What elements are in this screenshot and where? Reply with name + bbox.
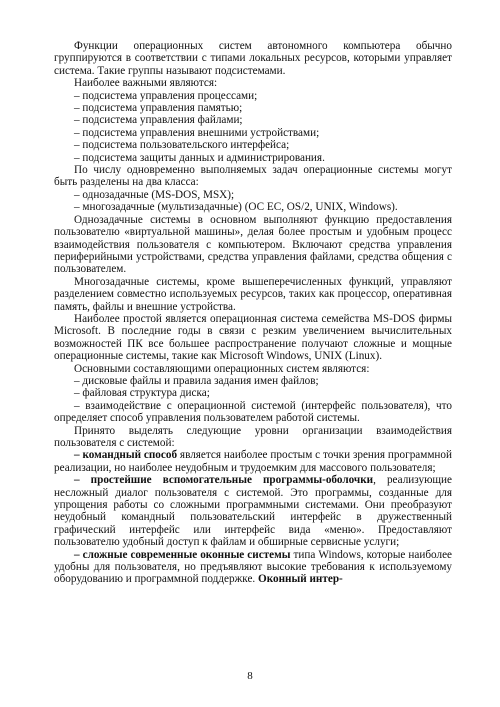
list-item: – файловая структура диска;: [74, 387, 210, 400]
list-item: – дисковые файлы и правила задания имен файлов;: [74, 374, 319, 387]
list-item: – взаимодействие с операционной системой (интерфейс пользователя), что определяет способ управления пользователем работой системы.: [54, 399, 452, 425]
page-number: 8: [247, 670, 253, 682]
list-item-command-mode: [54, 449, 452, 474]
list-item: – подсистема управления памятью;: [74, 102, 243, 115]
paragraph-task-classes: По числу одновременно выполняемых задач операционные системы могут быть разделены на два класса:: [54, 164, 452, 189]
body-text: [54, 40, 452, 586]
list-item: – подсистема управления процессами;: [74, 89, 258, 102]
paragraph-most-important: Наиболее важными являются:: [74, 77, 218, 90]
term-command-mode: – командный способ: [74, 449, 178, 462]
list-item-text: , реализующие несложный диалог пользователя с системой. Это программы, созданные для упрощения работы со сложными программными системами. Они преобразуют неудобный командный пользовательский интерфейс в дружественный графический интерфейс или интерфейс вида «меню». Предоставляют пользователю удобный доступ к файлам и обширные сервисные услуги;: [54, 474, 452, 549]
list-item-text: типа Windows, которые наиболее удобны для пользователя, но предъявляют высокие требования к используемому оборудованию и программной поддержке.: [54, 548, 452, 586]
paragraph-subsystems-intro: Функции операционных систем автономного компьютера обычно группируются в соответствии с типами локальных ресурсов, которыми управляет система. Такие группы называют подсистемами.: [54, 40, 452, 77]
list-item: – однозадачные (MS-DOS, MSX);: [74, 188, 235, 201]
list-item: – подсистема управления файлами;: [74, 114, 243, 127]
term-window-systems: – сложные современные оконные системы: [74, 548, 291, 561]
paragraph-multi-task: Многозадачные системы, кроме вышеперечисленных функций, управляют разделением совместно используемых ресурсов, таких как процессор, оперативная память, файлы и внешние устройства.: [54, 275, 452, 313]
list-item: – многозадачные (мультизадачные) (ОС ЕС, OS/2, UNIX, Windows).: [74, 201, 398, 214]
term-window-interface: Оконный интер-: [258, 573, 343, 586]
list-item: – подсистема защиты данных и администрирования.: [74, 151, 325, 164]
paragraph-ms-dos: Наиболее простой является операционная система семейства MS-DOS фирмы Microsoft. В последние годы в связи с резким увеличением вычислительных возможностей ПК все большее распространение получают сложные и мощные операционные системы, такие как Microsoft Windows, UNIX (Linux).: [54, 312, 452, 363]
list-item-text: является наиболее простым с точки зрения программной реализации, но наиболее неудобным и трудоемким для массового пользователя;: [54, 449, 452, 474]
paragraph-single-task: Однозадачные системы в основном выполняют функцию предоставления пользователю «виртуальной машины», делая более простым и удобным процесс взаимодействия пользователя с компьютером. Включают средства управления периферийными устройствами, средства управления файлами, средства общения с пользователем.: [54, 213, 452, 276]
list-item: – подсистема управления внешними устройствами;: [74, 126, 320, 139]
list-item-window-systems: [54, 549, 452, 586]
list-item-shell-programs: [54, 474, 452, 548]
paragraph-interaction-levels: Принято выделять следующие уровни организации взаимодействия пользователя с системой:: [54, 424, 452, 449]
term-shell-programs: – простейшие вспомогательные программы-оболочки: [74, 474, 374, 487]
paragraph-components: Основными составляющими операционных систем являются:: [74, 362, 370, 375]
list-item: – подсистема пользовательского интерфейса;: [74, 139, 290, 152]
